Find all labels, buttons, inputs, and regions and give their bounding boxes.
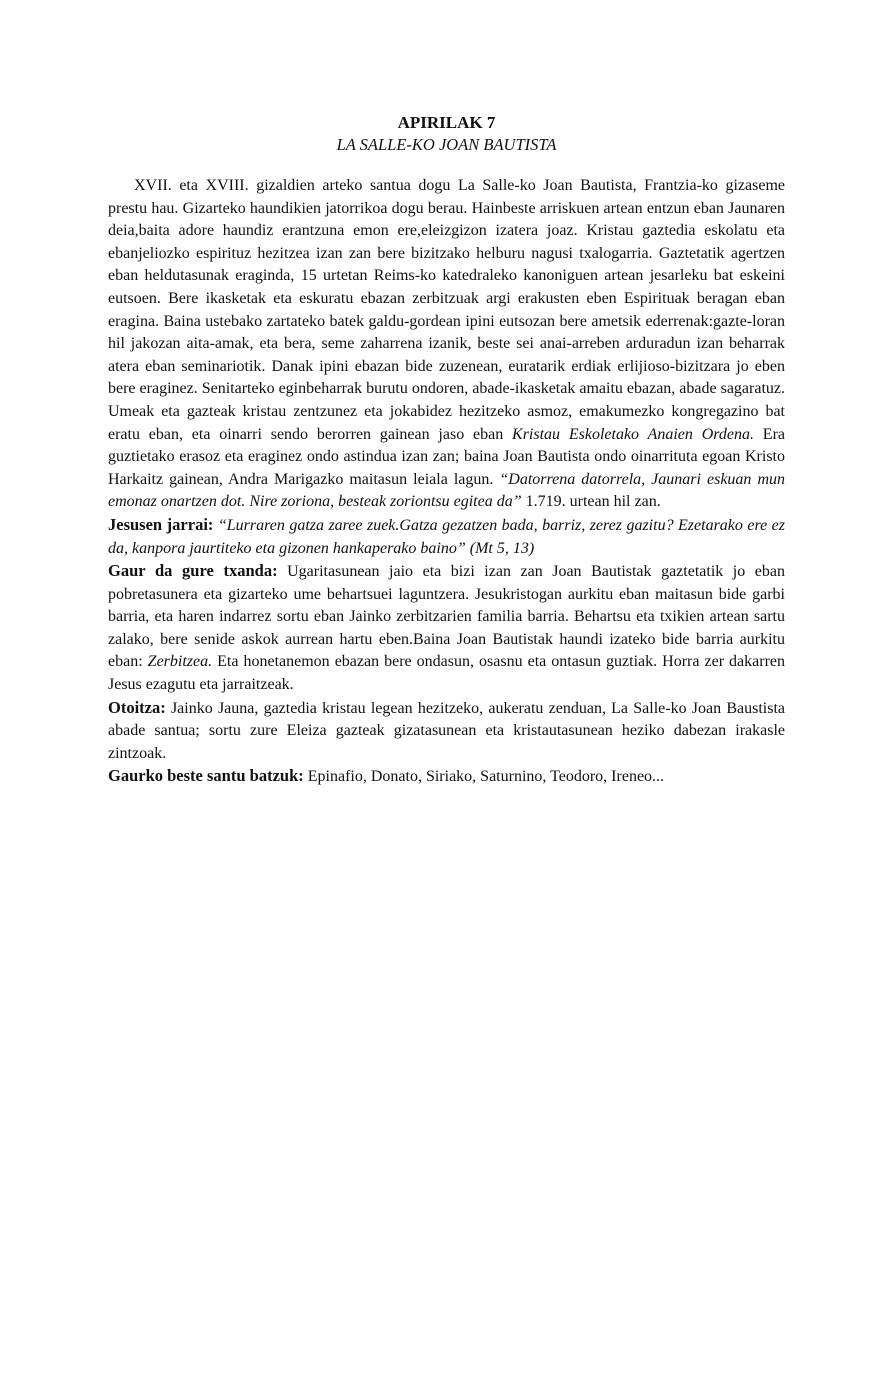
- gaur-da-paragraph: [108, 560, 785, 697]
- beste-santu-text: Epinafio, Donato, Siriako, Saturnino, Teodoro, Ireneo...: [303, 768, 665, 786]
- saint-quote: “Datorrena datorrela, Jaunari eskuan mun emonaz onartzen dot. Nire zoriona, besteak zoriontsu egitea da”: [108, 470, 785, 511]
- gaur-da-text-1: Ugaritasunean jaio eta bizi izan zan Joan Bautistak gaztetatik jo eban pobretasunera eta gizarteko ume behartsuei laguntzera. Jesukristogan aurkitu eban maitasun bide garbi barria, eta haren indarrez sortu eban Jainko zerbitzarien familia barria. Behartsu eta txikien artean sartu zalako, bere senide askok aurrean hartu eben.Baina Joan Bautistak haundi izateko bide barria aurkitu eban:: [108, 563, 785, 671]
- gaur-da-text-2: Eta honetanemon ebazan bere ondasun, osasnu eta ontasun guztiak. Horra zer dakarren Jesus ezagutu eta jarraitzeak.: [108, 653, 785, 694]
- order-name: Kristau Eskoletako Anaien Ordena.: [512, 425, 754, 443]
- otoitza-text: Jainko Jauna, gaztedia kristau legean hezitzeko, aukeratu zenduan, La Salle-ko Joan Baustista abade santua; sortu zure Eleiza gazteak gizatasunean eta kristautasunean heziko dabezan irakasle zintzoak.: [108, 699, 785, 762]
- page-subtitle: LA SALLE-KO JOAN BAUTISTA: [336, 135, 557, 154]
- document-page: [108, 112, 785, 789]
- intro-text-2: Era guztietako erasoz eta eraginez ondo astindua izan zan; baina Joan Bautista ondo oinarrituta egoan Kristo Harkaitz gainean, Andra Marigazko maitasun leiala lagun.: [108, 425, 786, 488]
- beste-santu-paragraph: [108, 765, 785, 789]
- jesusen-jarrai-paragraph: [108, 514, 785, 560]
- jesusen-jarrai-label: Jesusen jarrai:: [108, 514, 214, 534]
- gaur-da-emphasis: Zerbitzea.: [147, 653, 213, 671]
- intro-text-1: XVII. eta XVIII. gizaldien arteko santua dogu La Salle-ko Joan Bautista, Frantzia-ko gizaseme prestu hau. Gizarteko haundikien jatorrikoa dogu berau. Hainbeste arriskuen artean entzun eban Jaunaren deia,baita adore haundiz erantzuna emon ere,eleizgizon izatera joaz. Kristau gaztedia eskolatu eta ebanjeliozko espirituz hezitzea izan zan bere bizitzako helburu nagusi txalogarria. Gaztetatik agertzen eban heldutasunak eraginda, 15 urtetan Reims-ko katedraleko kanoniguen artean jesarleku bat eskeini eutsoen. Bere ikasketak eta eskuratu ebazan zerbitzuak argi erakusten eben Espirituak beragan eban eragina. Baina ustebako zartateko batek galdu-gordean ipini eutsozan bere ametsik ederrenak:gazte-loran hil jakozan aita-amak, eta bera, seme zaharrena izanik, beste sei anai-arreben arduradun izan beharrak atera eban seminariotik. Danak ipini ebazan bide zuzenean, euratarik erdiak erlijioso-bizitzara jo eben bere eraginez. Senitarteko eginbeharrak burutu ondoren, abade-ikasketak amaitu ebazan, abade sagaratuz. Umeak eta gazteak kristau zentzunez eta jokabidez hezitzeko asmoz, emakumezko kongregazino bat eratu eban, eta oinarri sendo berorren gainean jaso eban: [108, 177, 785, 443]
- page-title: APIRILAK 7: [397, 113, 496, 132]
- gospel-quote: “Lurraren gatza zaree zuek.Gatza gezatzen bada, barriz, zerez gazitu? Ezetarako ere ez da, kanpora jaurtiteko eta gizonen hankaperako baino” (Mt 5, 13): [108, 516, 785, 557]
- otoitza-label: Otoitza:: [108, 697, 166, 717]
- gaur-da-label: Gaur da gure txanda:: [108, 561, 278, 581]
- otoitza-paragraph: [108, 697, 785, 766]
- beste-santu-label: Gaurko beste santu batzuk:: [108, 766, 304, 786]
- intro-text-3: 1.719. urtean hil zan.: [521, 493, 661, 511]
- intro-paragraph: [108, 175, 785, 514]
